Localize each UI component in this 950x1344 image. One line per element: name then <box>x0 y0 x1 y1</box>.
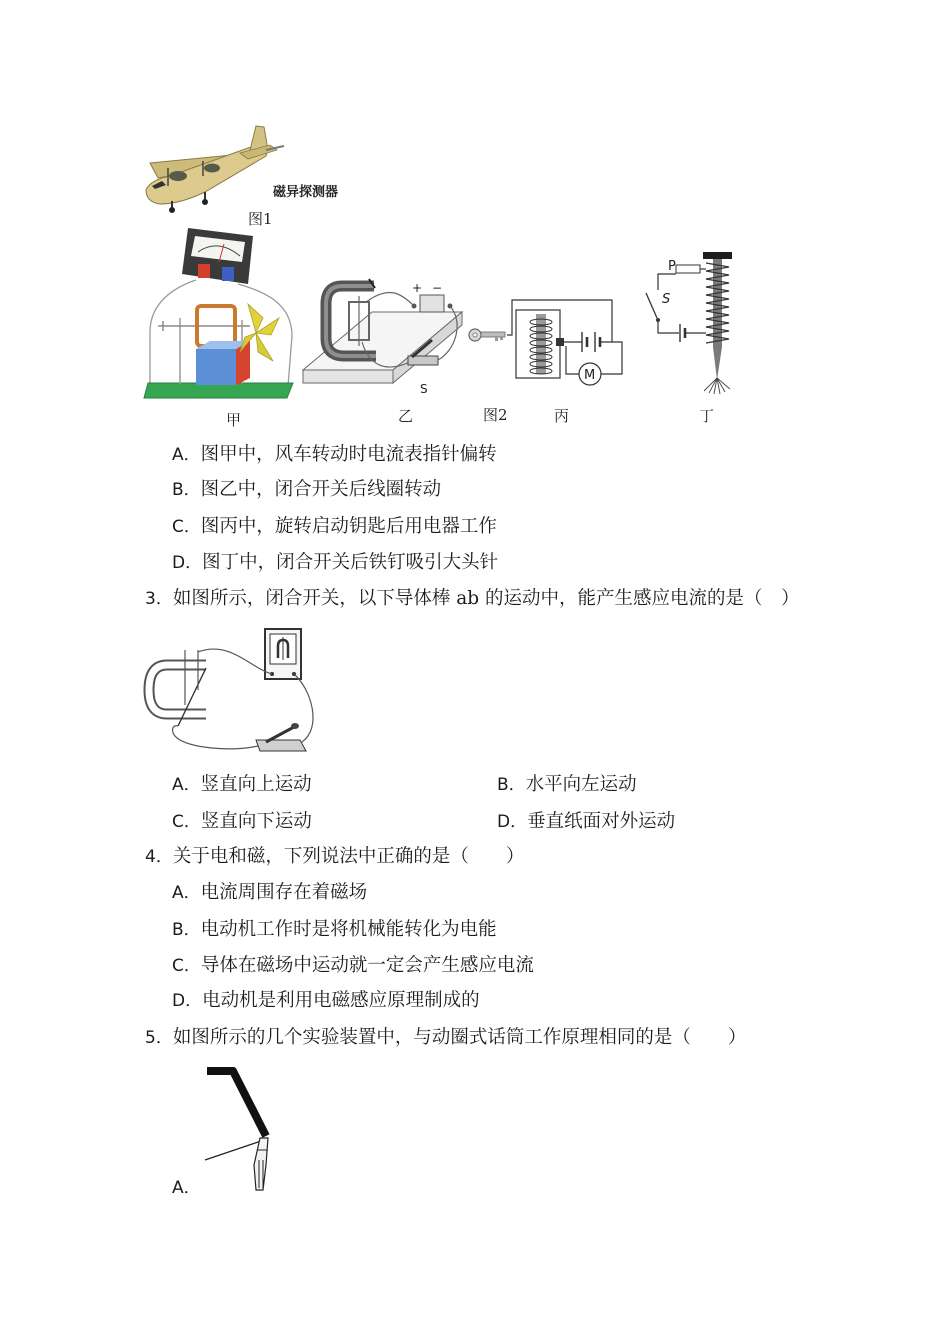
q3-switch-base <box>256 740 306 751</box>
option-letter: C． <box>172 812 201 832</box>
option-letter: D． <box>172 991 203 1011</box>
option-letter: A． <box>172 1178 201 1198</box>
q5-option-a-figure <box>205 1071 268 1190</box>
ding-wire-bottom <box>658 322 679 333</box>
figure-2-caption: 图2 <box>483 406 508 424</box>
bing-label: 丙 <box>554 407 570 425</box>
jia-wire-left <box>150 280 196 386</box>
ding-pins <box>704 378 730 394</box>
option-text: 图乙中，闭合开关后线圈转动 <box>200 479 442 500</box>
option-letter: B． <box>172 920 201 940</box>
option-letter: B． <box>497 775 526 795</box>
q2-option-a <box>172 445 497 465</box>
jia-terminal-blue <box>222 267 234 281</box>
bing-motor-label: M <box>584 368 596 383</box>
airplane-engine-left <box>169 171 187 181</box>
yi-battery <box>420 295 444 312</box>
option-text: 图丁中，闭合开关后铁钉吸引大头针 <box>202 552 499 573</box>
option-letter: D． <box>497 812 528 832</box>
q3-switch-knob <box>291 723 299 729</box>
yi-plus-sign: + <box>412 281 423 295</box>
q2-option-c <box>172 517 497 537</box>
wheel-front <box>169 207 175 213</box>
wheel-main <box>202 199 208 205</box>
option-letter: A． <box>172 775 201 795</box>
option-letter: A． <box>172 445 201 465</box>
yi-board-front <box>303 370 393 383</box>
q4-option-b <box>172 920 497 940</box>
jia-base <box>144 383 293 398</box>
ding-switch-lever <box>646 293 657 318</box>
q4-option-c <box>172 956 534 976</box>
option-letter: C． <box>172 517 201 537</box>
option-text: 电流周围存在着磁场 <box>200 882 368 903</box>
ding-switch-label: S <box>662 292 671 307</box>
option-text: 导体在磁场中运动就一定会产生感应电流 <box>200 955 534 976</box>
option-text: 竖直向上运动 <box>200 774 312 795</box>
q3-option-a <box>172 775 312 795</box>
q3-option-b <box>497 775 637 795</box>
ding-plate <box>676 265 700 273</box>
bing-contact <box>556 338 564 346</box>
ding-nail-head <box>703 252 732 259</box>
ding-switch-pivot <box>656 318 660 322</box>
ding-nail-tip <box>713 347 722 380</box>
option-letter: D． <box>172 553 203 573</box>
option-text: 图丙中，旋转启动钥匙后用电器工作 <box>200 516 497 537</box>
option-text: 垂直纸面对外运动 <box>527 811 676 832</box>
q5-stem <box>145 1028 746 1048</box>
yi-wire-1 <box>366 292 414 306</box>
q5-rod <box>207 1071 266 1136</box>
option-letter: B． <box>172 480 201 500</box>
option-text: 竖直向下运动 <box>200 811 312 832</box>
jia-label: 甲 <box>226 411 242 429</box>
q5-option-a <box>172 1178 201 1198</box>
figure-2-ding <box>646 252 732 425</box>
q4-stem <box>145 847 524 867</box>
question-number: 4． <box>145 847 173 867</box>
q3-option-d <box>497 812 675 832</box>
figure-1-caption: 图1 <box>248 210 273 228</box>
question-text: 关于电和磁，下列说法中正确的是（ ） <box>172 846 525 867</box>
option-letter: A． <box>172 883 201 903</box>
figure-2-jia <box>144 228 293 429</box>
option-text: 水平向左运动 <box>525 774 637 795</box>
q5-hanging-object <box>254 1138 268 1190</box>
question-number: 5． <box>145 1028 173 1048</box>
bing-wire-2 <box>600 342 622 374</box>
jia-terminal-red <box>198 264 210 278</box>
option-letter: C． <box>172 956 201 976</box>
ding-wire-top <box>658 274 676 290</box>
question-number: 3． <box>145 589 173 609</box>
q4-option-d <box>172 991 480 1011</box>
yi-label: 乙 <box>398 407 414 425</box>
option-text: 图甲中，风车转动时电流表指针偏转 <box>200 444 497 465</box>
q3-stem <box>145 589 799 609</box>
option-text: 电动机是利用电磁感应原理制成的 <box>202 990 480 1011</box>
yi-switch-label: S <box>420 382 428 396</box>
jia-magnet-front <box>196 349 236 385</box>
option-text: 电动机工作时是将机械能转化为电能 <box>200 919 497 940</box>
bing-iron-core <box>536 314 546 374</box>
figure-2-yi <box>303 279 462 425</box>
q2-option-d <box>172 553 498 573</box>
q3-wire-2 <box>294 674 313 742</box>
yi-minus-sign: − <box>432 281 443 295</box>
q3-option-c <box>172 812 312 832</box>
figure-1-image-label: 磁异探测器 <box>273 185 339 200</box>
figure-1-airplane <box>146 126 338 228</box>
q2-option-b <box>172 480 441 500</box>
bing-wire-3 <box>566 346 579 374</box>
q4-option-a <box>172 883 367 903</box>
bing-ignition-key <box>469 329 505 341</box>
question-text: 如图所示的几个实验装置中，与动圈式话筒工作原理相同的是（ ） <box>172 1027 747 1048</box>
q3-figure <box>149 629 313 751</box>
q5-wire <box>205 1140 264 1160</box>
airplane-engine-right <box>204 164 220 173</box>
ding-plate-label: P <box>668 259 676 274</box>
q3-wire-1 <box>198 649 272 674</box>
q3-wire-3 <box>173 726 258 749</box>
ding-label: 丁 <box>699 407 715 425</box>
question-text: 如图所示，闭合开关，以下导体棒 ab 的运动中，能产生感应电流的是（ ） <box>172 588 800 609</box>
